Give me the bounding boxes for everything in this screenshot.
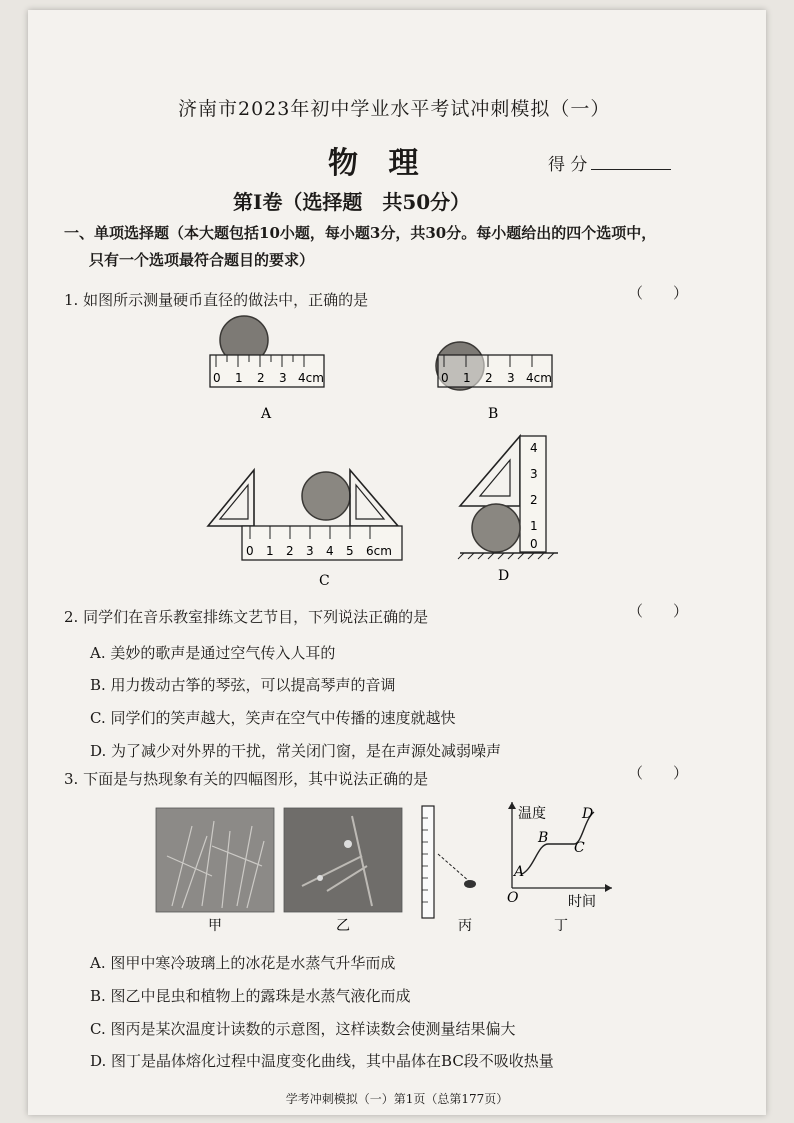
q3-graph-origin: O	[507, 890, 519, 906]
q1a-ruler-unit: 4cm	[298, 371, 324, 385]
svg-text:4: 4	[326, 544, 334, 558]
subject-title: 物 理	[328, 146, 429, 181]
q1-figure-c	[208, 470, 402, 560]
svg-text:0: 0	[246, 544, 254, 558]
q1-figure-d	[458, 436, 558, 559]
svg-text:0: 0	[441, 371, 449, 385]
q3-option-b[interactable]: B. 图乙中昆虫和植物上的露珠是水蒸气液化而成	[90, 987, 411, 1005]
q3-label-ding: 丁	[554, 918, 568, 934]
q2-answer-paren[interactable]: （ ）	[628, 602, 689, 620]
q1-label-c: C	[319, 573, 330, 589]
q2-option-d[interactable]: D. 为了减少对外界的干扰，常关闭门窗，是在声源处减弱噪声	[90, 742, 502, 760]
exam-page	[28, 10, 766, 1115]
q2-stem: 2. 同学们在音乐教室排练文艺节目，下列说法正确的是	[64, 608, 429, 626]
q3-label-bing: 丙	[458, 918, 472, 934]
q3-point-c: C	[574, 840, 585, 856]
page-footer: 学考冲刺模拟（一）第1页（总第177页）	[285, 1092, 509, 1106]
q3-point-b: B	[538, 830, 549, 846]
q3-answer-paren[interactable]: （ ）	[628, 764, 689, 782]
svg-text:1: 1	[266, 544, 274, 558]
svg-text:1: 1	[235, 371, 243, 385]
q3-thermometer	[422, 806, 476, 918]
instructions-line-1: 一、单项选择题（本大题包括10小题，每小题3分，共30分。每小题给出的四个选项中，	[64, 224, 657, 242]
q3-option-c[interactable]: C. 图丙是某次温度计读数的示意图，这样读数会使测量结果偏大	[90, 1020, 516, 1038]
svg-text:0: 0	[213, 371, 221, 385]
q1-answer-paren[interactable]: （ ）	[628, 284, 689, 302]
q3-option-d[interactable]: D. 图丁是晶体熔化过程中温度变化曲线，其中晶体在BC段不吸收热量	[90, 1052, 554, 1070]
q1-label-d: D	[498, 568, 510, 584]
svg-text:5: 5	[346, 544, 354, 558]
score-label: 得 分	[548, 155, 588, 175]
q3-option-a[interactable]: A. 图甲中寒冷玻璃上的冰花是水蒸气升华而成	[90, 954, 396, 972]
svg-text:2: 2	[485, 371, 493, 385]
exam-title: 济南市2023年初中学业水平考试冲刺模拟（一）	[178, 98, 611, 120]
q1-figure	[198, 310, 558, 600]
svg-text:4: 4	[530, 441, 538, 455]
q3-figure	[152, 796, 622, 936]
q1b-ruler-unit: 4cm	[526, 371, 552, 385]
svg-text:3: 3	[507, 371, 515, 385]
svg-text:0: 0	[530, 537, 538, 551]
svg-text:2: 2	[257, 371, 265, 385]
q3-graph	[507, 802, 612, 910]
svg-text:3: 3	[306, 544, 314, 558]
svg-text:3: 3	[530, 467, 538, 481]
q2-option-b[interactable]: B. 用力拨动古筝的琴弦，可以提高琴声的音调	[90, 676, 396, 694]
svg-text:1: 1	[463, 371, 471, 385]
q1-label-b: B	[488, 406, 499, 422]
q1c-ruler-unit: 6cm	[366, 544, 392, 558]
q3-point-d: D	[582, 806, 594, 822]
q3-graph-xlabel: 时间	[568, 894, 596, 910]
svg-text:1: 1	[530, 519, 538, 533]
q3-point-a: A	[514, 864, 525, 880]
q3-photo-yi	[284, 808, 402, 912]
q3-stem: 3. 下面是与热现象有关的四幅图形，其中说法正确的是	[64, 770, 429, 788]
q3-photo-jia	[156, 808, 274, 912]
q2-option-a[interactable]: A. 美妙的歌声是通过空气传入人耳的	[90, 644, 336, 662]
q1-figure-a	[210, 316, 324, 387]
q3-label-yi: 乙	[336, 918, 350, 934]
q2-option-c[interactable]: C. 同学们的笑声越大，笑声在空气中传播的速度就越快	[90, 709, 456, 727]
svg-text:2: 2	[530, 493, 538, 507]
section-heading: 第Ⅰ卷（选择题 共50分）	[233, 190, 471, 214]
q1-stem: 1. 如图所示测量硬币直径的做法中，正确的是	[64, 291, 369, 309]
instructions-line-2: 只有一个选项最符合题目的要求）	[89, 251, 315, 269]
score-field	[548, 150, 671, 175]
score-blank[interactable]	[591, 155, 671, 170]
svg-text:2: 2	[286, 544, 294, 558]
svg-text:3: 3	[279, 371, 287, 385]
q3-graph-ylabel: 温度	[518, 806, 546, 822]
q1-label-a: A	[261, 406, 272, 422]
q1-figure-b	[436, 342, 552, 390]
q3-label-jia: 甲	[208, 918, 222, 934]
